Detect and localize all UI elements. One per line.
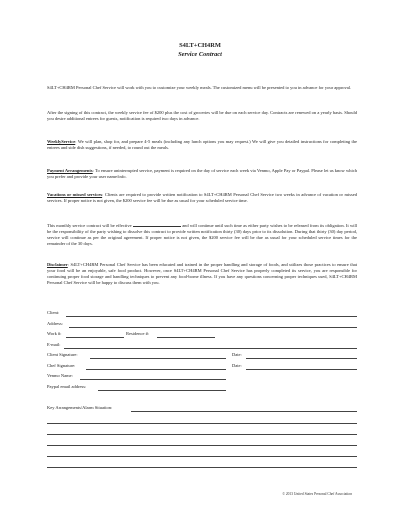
disclaimer-text: : S4LT+CH4RM Personal Chef Service has been educated and trained in the proper handling and storage of foods, and utilizes those practices to ensure that your food will be an enjoyable, safe food product. However, once S4LT+CH4RM Personal Chef Service has properly completed its service, you are responsible for continuing proper food storage and handling techniques to prevent any food-borne illness. If you have any questions concerning proper techniques used, S4LT+CH4RM Personal Chef Service will be happy to discuss them with you. [47,262,357,285]
venmo-label: Venmo Name: [47,373,73,378]
client-label: Client: [47,310,60,315]
paypal-field[interactable] [98,390,226,391]
vacations-paragraph [47,192,357,204]
key-arrangements-line[interactable] [47,423,357,424]
effective-text-b: and will continue until such time as either party wishes to be released from its obligation. It will be the responsibility of the party wishing to dissolve this contract to provide written notification thirty (30) days prior to its dissolution. During that thirty (30) day period, service will continue as per the original agreement. If proper notice is not given, the $200 service fee will be due as usual for your scheduled service times for the remainder of the 30 days. [47,223,358,246]
work-phone-field[interactable] [66,337,124,338]
client-date-field[interactable] [246,358,357,359]
key-arrangements-line[interactable] [47,434,357,435]
key-arrangements-field[interactable] [131,411,357,412]
residence-label: Residence #: [126,331,150,336]
weekly-service-paragraph [47,139,357,151]
key-arrangements-line[interactable] [47,445,357,446]
address-label: Address: [47,321,63,326]
address-field[interactable] [69,327,357,328]
client-field[interactable] [66,316,357,317]
client-signature-field[interactable] [90,358,226,359]
residence-phone-field[interactable] [157,337,215,338]
chef-date-label: Date: [232,363,242,368]
document-title: S4LT+CH4RM [179,42,221,49]
effective-text-a: This monthly service contract will be effective [47,223,132,228]
effective-date-blank[interactable] [133,222,181,227]
email-field[interactable] [64,348,357,349]
chef-signature-label: Chef Signature: [47,363,76,368]
copyright-footer: © 2013 United States Personal Chef Association [282,492,352,496]
vacations-text: : Clients are required to provide written notification to S4LT+CH4RM Personal Chef Service two weeks in advance of vacation or missed services. If proper notice is not given, the $200 service fee will be due as usual for your scheduled service time. [47,192,357,203]
effective-paragraph [47,222,357,247]
signing-paragraph: After the signing of this contract, the weekly service fee of $200 plus the cost of groceries will be due on each service day. Contracts are renewed on a yearly basis. Should you desire additional entrees for guests, notification is required two days in advance. [47,110,357,121]
chef-signature-field[interactable] [86,369,226,370]
vacations-heading: Vacations or missed services [47,192,103,197]
venmo-field[interactable] [80,379,226,380]
key-arrangements-label: Key Arrangements/Alarm Situation: [47,405,113,410]
client-signature-label: Client Signature: [47,352,78,357]
payment-text: : To ensure uninterrupted service, payment is required on the day of service each week via Venmo, Apple Pay or Paypal. Please let us know which you prefer and provide your user name/info. [47,168,357,179]
key-arrangements-line[interactable] [47,456,357,457]
client-date-label: Date: [232,352,242,357]
document-subtitle: Service Contract [178,51,222,58]
weekly-service-heading: WeeklyService [47,139,76,144]
work-label: Work #: [47,331,62,336]
disclaimer-paragraph [47,262,357,286]
chef-date-field[interactable] [246,369,357,370]
intro-paragraph: S4LT+CH4RM Personal Chef Service will work with you to customize your weekly meals. The customized menu will be presented to you in advance for your approval. [47,85,352,90]
weekly-service-text: : We will plan, shop for, and prepare 4-5 meals (including any lunch options you may request.) We will give you detailed instructions for completing the entrees and side dish suggestions, if needed, to round out the meals. [47,139,357,150]
email-label: E-mail: [47,342,61,347]
payment-paragraph [47,168,357,180]
disclaimer-heading: Disclaimer [47,262,68,267]
payment-heading: Payment Arrangements [47,168,93,173]
paypal-label: Paypal email address: [47,384,87,389]
key-arrangements-line[interactable] [47,467,357,468]
